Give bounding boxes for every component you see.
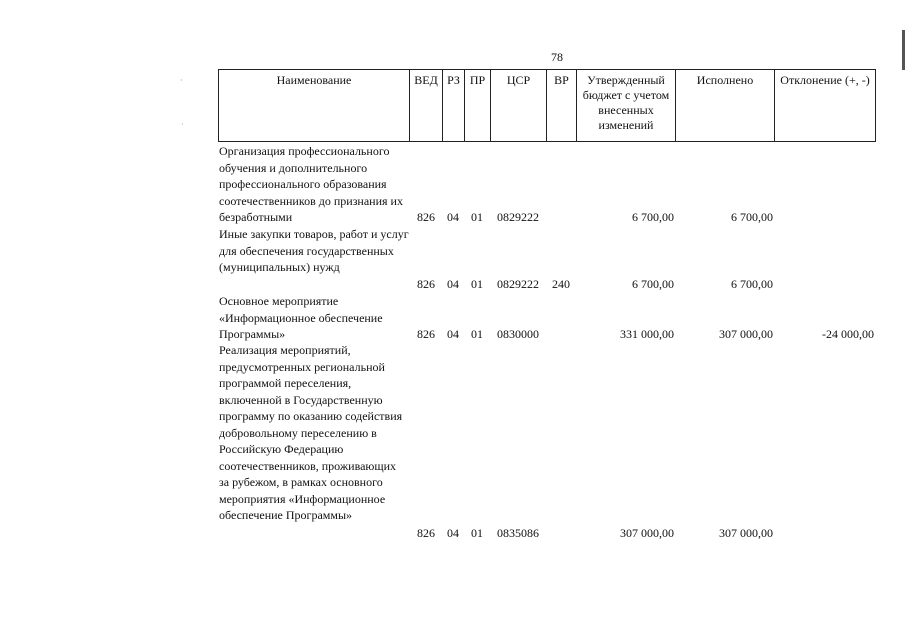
row-name: Реализация мероприятий, предусмотренных региональной программой переселения, включенной в Государственную программу по оказанию содействия добровольному переселению в Российскую Федерацию соотечественников, проживающих за рубежом, в рамках основного мероприятия «Информационное обеспечение Программы» [219,343,403,522]
row-csr: 0829222 [497,209,539,224]
row-executed: 307 000,00 [719,326,773,341]
row-pr: 01 [471,326,483,341]
row-pr: 01 [471,209,483,224]
row-ved: 826 [417,209,435,224]
row-rz: 04 [447,276,459,291]
scan-speck: · [180,76,183,85]
row-executed: 307 000,00 [719,525,773,540]
table-row [0,293,905,342]
row-budget: 331 000,00 [620,326,674,341]
row-deviation: -24 000,00 [822,326,874,341]
table-row [0,143,905,225]
row-csr: 0830000 [497,326,539,341]
row-budget: 307 000,00 [620,525,674,540]
row-pr: 01 [471,276,483,291]
row-rz: 04 [447,209,459,224]
row-budget: 6 700,00 [632,209,674,224]
row-csr: 0835086 [497,525,539,540]
scan-speck: · [181,120,184,129]
row-ved: 826 [417,276,435,291]
row-pr: 01 [471,525,483,540]
row-ved: 826 [417,326,435,341]
row-vr: 240 [552,276,570,291]
column-header-ved: ВЕД [410,70,443,142]
column-header-name: Наименование [219,70,410,142]
column-header-pr: ПР [465,70,491,142]
column-header-deviation: Отклонение (+, -) [775,70,876,142]
column-header-csr: ЦСР [491,70,547,142]
row-name: Основное мероприятие «Информационное обеспечение Программы» [219,294,383,341]
column-header-budget: Утвержденный бюджет с учетом внесенных изменений [577,70,676,142]
column-header-rz: РЗ [443,70,465,142]
table-row [0,342,905,541]
row-rz: 04 [447,525,459,540]
page-number: 78 [551,50,563,64]
table-row [0,226,905,292]
row-csr: 0829222 [497,276,539,291]
row-rz: 04 [447,326,459,341]
row-name: Иные закупки товаров, работ и услуг для обеспечения государственных (муниципальных) нужд [219,227,409,274]
row-executed: 6 700,00 [731,276,773,291]
column-header-executed: Исполнено [676,70,775,142]
row-budget: 6 700,00 [632,276,674,291]
row-executed: 6 700,00 [731,209,773,224]
row-name: Организация профессионального обучения и дополнительного профессионального образования соотечественников до признания их безработными [219,144,403,224]
column-header-vr: ВР [547,70,577,142]
row-ved: 826 [417,525,435,540]
